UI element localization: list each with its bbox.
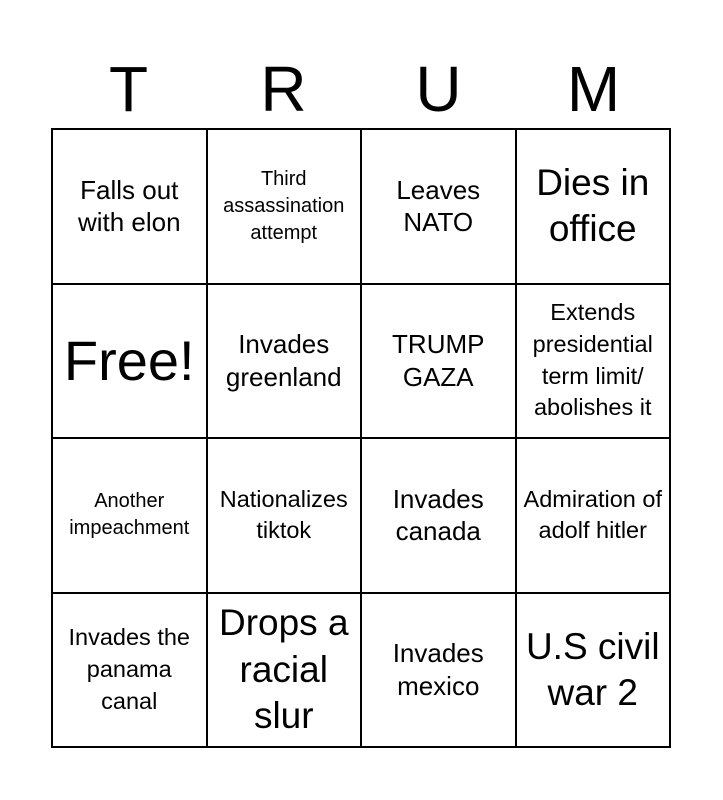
- bingo-cell-r3c3[interactable]: [362, 439, 517, 594]
- cell-text: Free!: [63, 328, 195, 392]
- cell-text: Dies in office: [536, 162, 650, 250]
- bingo-cell-r4c1[interactable]: [53, 594, 208, 749]
- cell-text: Invades canada: [392, 483, 484, 547]
- bingo-cell-r1c2[interactable]: [208, 130, 363, 285]
- bingo-cell-r4c4[interactable]: [517, 594, 672, 749]
- header-letter-4: M: [566, 53, 621, 125]
- bingo-cell-r4c3[interactable]: [362, 594, 517, 749]
- bingo-cell-r1c1[interactable]: [53, 130, 208, 285]
- cell-text: Extends presidential term limit/ abolishes it: [532, 299, 653, 421]
- header-letter-2: R: [260, 53, 307, 125]
- header-letter-3: U: [415, 53, 462, 125]
- cell-text: Invades greenland: [225, 329, 342, 392]
- bingo-cell-r4c2[interactable]: [208, 594, 363, 749]
- bingo-cell-r3c4[interactable]: [517, 439, 672, 594]
- bingo-cell-r2c2[interactable]: [208, 285, 363, 440]
- bingo-cell-free[interactable]: [53, 285, 208, 440]
- bingo-cell-r2c4[interactable]: [517, 285, 672, 440]
- cell-text: U.S civil war 2: [525, 625, 660, 713]
- cell-text: TRUMP GAZA: [392, 329, 485, 392]
- bingo-cell-r3c2[interactable]: [208, 439, 363, 594]
- cell-text: Third assassination attempt: [223, 167, 345, 244]
- cell-text: Admiration of adolf hitler: [523, 485, 662, 544]
- cell-text: Another impeachment: [69, 490, 190, 540]
- cell-text: Invades mexico: [392, 638, 484, 701]
- bingo-cell-r3c1[interactable]: [53, 439, 208, 594]
- cell-text: Leaves NATO: [396, 174, 481, 238]
- bingo-header: [51, 50, 671, 128]
- bingo-cell-r1c3[interactable]: [362, 130, 517, 285]
- bingo-cell-r2c3[interactable]: [362, 285, 517, 440]
- header-letter-1: T: [108, 53, 149, 125]
- bingo-grid: [51, 128, 671, 748]
- cell-text: Nationalizes tiktok: [219, 485, 348, 544]
- cell-text: Falls out with elon: [77, 174, 181, 238]
- cell-text: Drops a racial slur: [218, 602, 349, 736]
- bingo-cell-r1c4[interactable]: [517, 130, 672, 285]
- cell-text: Invades the panama canal: [68, 624, 190, 714]
